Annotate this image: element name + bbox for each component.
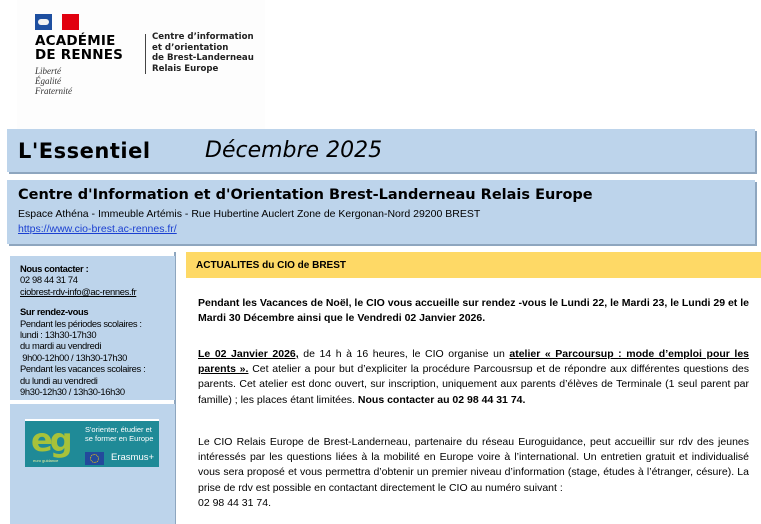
republique-flag-icon <box>35 14 79 30</box>
devise: Liberté Égalité Fraternité <box>35 66 72 96</box>
erasmus-label: Erasmus+ <box>111 452 155 463</box>
euroguidance-box <box>10 404 175 524</box>
organization-address: Espace Athéna - Immeuble Artémis - Rue Hubertine Auclert Zone de Kergonan-Nord 29200 BREST <box>18 208 481 220</box>
banner-tagline: S'orienter, étudier et se former en Europe <box>85 425 154 443</box>
news-holiday-paragraph: Pendant les Vacances de Noël, le CIO vous accueille sur rendez -vous le Lundi 22, le Mardi 23, le Lundi 29 et le Mardi 30 Décembre ainsi que le Vendredi 02 Janvier 2026. <box>198 297 749 325</box>
contact-box: Nous contacter : 02 98 44 31 74 ciobrest-rdv-info@ac-rennes.fr Sur rendez-vous Pendant les périodes scolaires : lundi : 13h30-17h30 du mardi au vendredi 9h00-12h00 / 13h30-17h30 Pendant les vacances scolaires : du lundi au vendredi 9h30-12h30 / 13h30-16h30 <box>10 256 175 400</box>
contact-phone: 02 98 44 31 74 <box>20 274 78 286</box>
parcoursup-workshop-link[interactable]: atelier « Parcoursup : mode d’emploi pour les parents ». <box>198 348 750 376</box>
news-euroguidance-paragraph: Le CIO Relais Europe de Brest-Landerneau, partenaire du réseau Euroguidance, peut accueillir sur rdv des jeunes intéressés par les questions liées à la mobilité en Europe voire à l’international. Un entretien gratuit et individualisé vous sera proposé et vous permettra d’obtenir un premier niveau d’information (stage, études à l’étranger, césure). La prise de rdv est possible en contactant directement le CIO au numéro suivant : 02 98 44 31 74. <box>198 436 749 509</box>
euroguidance-logo-icon: eg <box>31 421 70 459</box>
header-logo <box>17 0 265 130</box>
news-header: ACTUALITES du CIO de BREST <box>186 252 761 278</box>
newsletter-period: Décembre 2025 <box>205 138 383 163</box>
academie-name: ACADÉMIE DE RENNES <box>35 33 124 63</box>
website-link[interactable]: https://www.cio-brest.ac-rennes.fr/ <box>18 223 177 235</box>
news-section <box>186 252 761 524</box>
news-parcoursup-paragraph: Le 02 Janvier 2026, de 14 h à 16 heures, le CIO organise un atelier « Parcoursup : mode d’emploi pour les parents ». Cet atelier a pour but d’expliciter la procédure Parcousrsup et de répondre aux différentes questions des parents. Cet atelier est donc ouvert, sur inscription, uniquement aux parents d’élèves de Terminale (1 seul parent par famille) ; les places étant limitées. Nous contacter au 02 98 44 31 74. <box>198 348 750 406</box>
sidebar <box>7 252 176 524</box>
organization-name: Centre d'Information et d'Orientation Brest-Landerneau Relais Europe <box>18 187 593 203</box>
title-bar <box>7 129 755 172</box>
eu-flag-icon <box>85 452 104 465</box>
logo-divider <box>145 34 146 74</box>
newsletter-title: L'Essentiel <box>18 139 151 163</box>
organization-bar <box>7 180 755 244</box>
euroguidance-banner[interactable]: eg euro guidance S'orienter, étudier et se former en Europe Erasmus+ <box>25 419 159 467</box>
cio-logo-name: Centre d’information et d’orientation de Brest-Landerneau Relais Europe <box>152 32 254 74</box>
contact-email-link[interactable]: ciobrest-rdv-info@ac-rennes.fr <box>20 285 137 297</box>
